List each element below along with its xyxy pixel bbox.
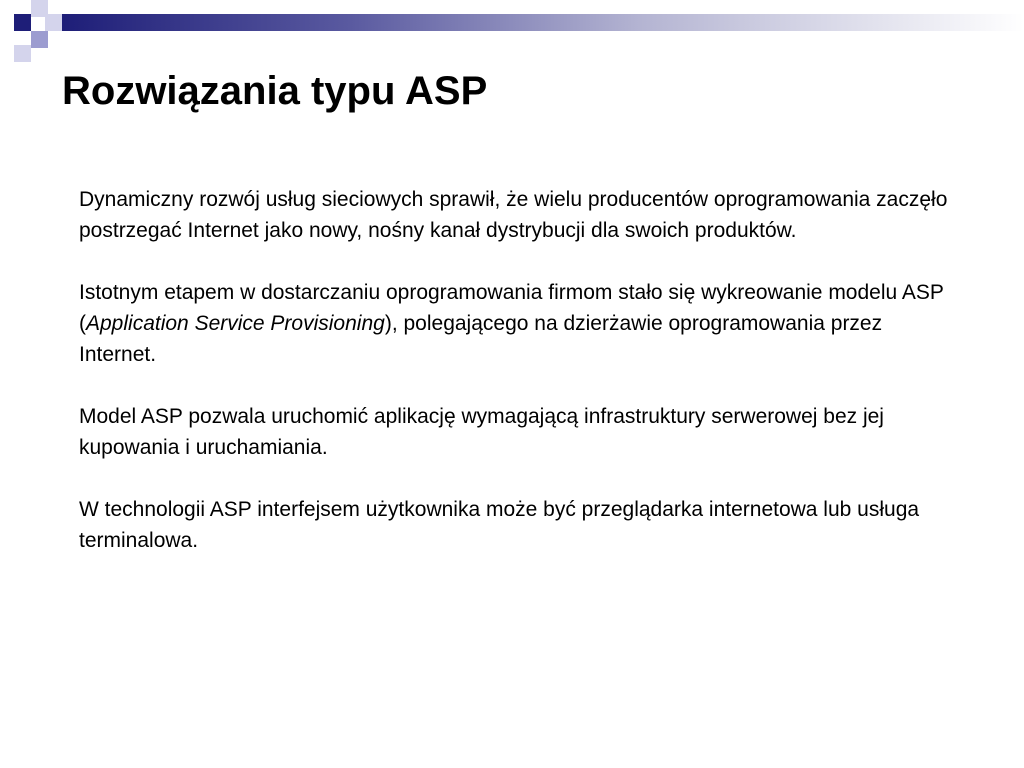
decor-square	[45, 14, 62, 31]
decor-square	[31, 31, 48, 48]
slide-body	[79, 184, 959, 587]
paragraph-2-italic-term: Application Service Provisioning	[86, 312, 385, 335]
header-decoration	[0, 0, 1024, 64]
paragraph-2-text-end: ), polegającego na dzierżawie oprogramowania przez Internet.	[79, 312, 883, 366]
gradient-bar	[62, 14, 1024, 31]
paragraph-3: Model ASP pozwala uruchomić aplikację wymagającą infrastruktury serwerowej bez jej kupowania i uruchamiania.	[79, 405, 884, 459]
decor-square	[14, 45, 31, 62]
paragraph-2-text-start: Istotnym etapem w dostarczaniu oprogramowania firmom stało się wykreowanie modelu ASP (	[79, 281, 944, 335]
paragraph-2	[79, 277, 959, 370]
paragraph-1: Dynamiczny rozwój usług sieciowych sprawił, że wielu producentów oprogramowania zaczęło postrzegać Internet jako nowy, nośny kanał dystrybucji dla swoich produktów.	[79, 188, 948, 242]
decor-square	[14, 14, 31, 31]
slide-title: Rozwiązania typu ASP	[62, 69, 488, 113]
paragraph-4: W technologii ASP interfejsem użytkownika może być przeglądarka internetowa lub usługa terminalowa.	[79, 498, 920, 552]
